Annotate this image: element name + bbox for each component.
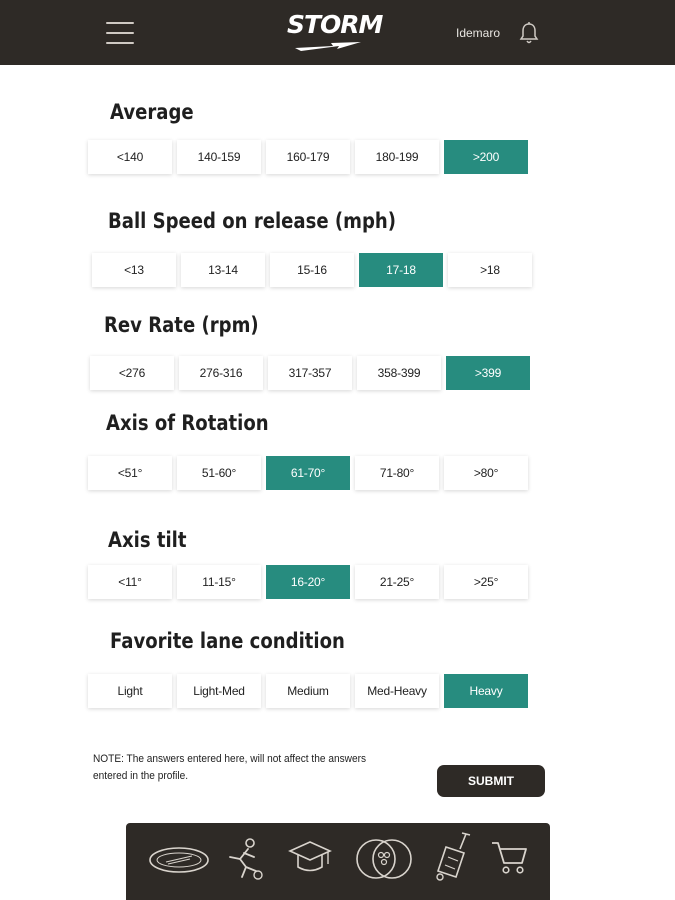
option-button[interactable]: 61-70° bbox=[266, 456, 350, 490]
option-button[interactable]: 317-357 bbox=[268, 356, 352, 390]
option-button[interactable]: 358-399 bbox=[357, 356, 441, 390]
lane-oil-pattern-icon[interactable] bbox=[148, 845, 210, 875]
option-button[interactable]: >399 bbox=[446, 356, 530, 390]
logo-text: STORM bbox=[287, 10, 383, 39]
username[interactable]: Idemaro bbox=[456, 26, 501, 40]
option-button[interactable]: >25° bbox=[444, 565, 528, 599]
option-button[interactable]: 71-80° bbox=[355, 456, 439, 490]
graduation-cap-icon[interactable] bbox=[286, 837, 334, 877]
notification-bell-icon[interactable] bbox=[519, 21, 539, 45]
question-title: Axis tilt bbox=[108, 528, 187, 552]
storm-logo[interactable] bbox=[287, 10, 383, 54]
option-button[interactable]: 11-15° bbox=[177, 565, 261, 599]
option-button[interactable]: 21-25° bbox=[355, 565, 439, 599]
hamburger-menu-icon[interactable] bbox=[106, 22, 134, 46]
option-button[interactable]: 15-16 bbox=[270, 253, 354, 287]
option-button[interactable]: Medium bbox=[266, 674, 350, 708]
question-title: Ball Speed on release (mph) bbox=[108, 209, 397, 233]
option-button[interactable]: <11° bbox=[88, 565, 172, 599]
bottom-nav-bar bbox=[126, 823, 550, 900]
bowler-icon[interactable] bbox=[222, 837, 266, 881]
option-button[interactable]: <13 bbox=[92, 253, 176, 287]
option-button[interactable]: 180-199 bbox=[355, 140, 439, 174]
option-button[interactable]: 13-14 bbox=[181, 253, 265, 287]
disclaimer-note: NOTE: The answers entered here, will not affect the answers entered in the profile. bbox=[93, 753, 367, 782]
option-button[interactable]: 17-18 bbox=[359, 253, 443, 287]
option-button[interactable]: 16-20° bbox=[266, 565, 350, 599]
question-title: Axis of Rotation bbox=[106, 411, 269, 435]
option-button[interactable]: <276 bbox=[90, 356, 174, 390]
option-button[interactable]: >18 bbox=[448, 253, 532, 287]
submit-button[interactable]: SUBMIT bbox=[437, 765, 545, 797]
logo-bolt-icon bbox=[293, 40, 363, 52]
bowling-ball-icon[interactable] bbox=[354, 837, 414, 881]
question-title: Rev Rate (rpm) bbox=[104, 313, 259, 337]
option-button[interactable]: 276-316 bbox=[179, 356, 263, 390]
option-button[interactable]: Light-Med bbox=[177, 674, 261, 708]
option-button[interactable]: >80° bbox=[444, 456, 528, 490]
option-button[interactable]: <140 bbox=[88, 140, 172, 174]
question-title: Average bbox=[110, 100, 194, 124]
option-button[interactable]: Med-Heavy bbox=[355, 674, 439, 708]
question-title: Favorite lane condition bbox=[110, 629, 345, 653]
option-button[interactable]: Heavy bbox=[444, 674, 528, 708]
option-button[interactable]: 140-159 bbox=[177, 140, 261, 174]
shopping-cart-icon[interactable] bbox=[490, 837, 530, 877]
option-button[interactable]: 160-179 bbox=[266, 140, 350, 174]
option-button[interactable]: Light bbox=[88, 674, 172, 708]
option-button[interactable]: >200 bbox=[444, 140, 528, 174]
top-bar bbox=[0, 0, 675, 65]
option-button[interactable]: <51° bbox=[88, 456, 172, 490]
rolling-bag-icon[interactable] bbox=[432, 831, 476, 883]
option-button[interactable]: 51-60° bbox=[177, 456, 261, 490]
